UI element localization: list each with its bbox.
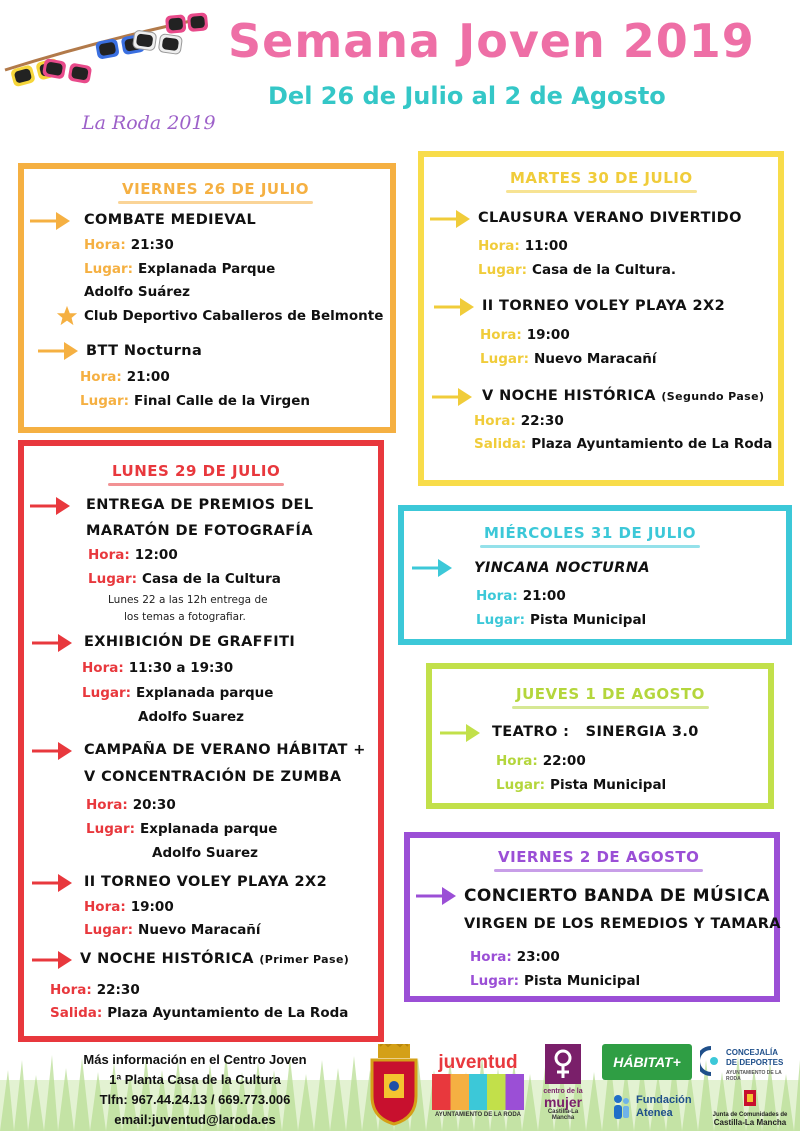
day-heading-viernes-26: VIERNES 26 DE JULIO — [116, 180, 315, 198]
event-title-line2: V CONCENTRACIÓN DE ZUMBA — [84, 769, 342, 785]
arrow-icon — [410, 557, 454, 579]
arrow-icon — [428, 208, 472, 230]
event-hora: Hora: 20:30 — [86, 797, 176, 813]
arrow-icon — [30, 872, 74, 894]
day-heading-lunes-29: LUNES 29 DE JULIO — [106, 462, 286, 480]
event-lugar: Lugar: Explanada Parque — [84, 261, 276, 277]
event-salida: Salida: Plaza Ayuntamiento de La Roda — [50, 1005, 349, 1021]
sunglasses-icon — [42, 58, 92, 84]
event-hora: Hora: 22:30 — [50, 982, 140, 998]
day-heading-martes-30: MARTES 30 DE JULIO — [504, 169, 699, 187]
event-lugar-line2: Adolfo Suarez — [138, 709, 244, 725]
event-lugar-line2: Adolfo Suárez — [84, 284, 190, 300]
arrow-icon — [30, 632, 74, 654]
mujer-symbol-icon — [545, 1044, 581, 1084]
event-lugar: Lugar: Final Calle de la Virgen — [80, 393, 310, 409]
arrow-icon — [30, 949, 74, 971]
coat-of-arms-logo — [368, 1044, 420, 1126]
event-lugar: Lugar: Nuevo Maracañí — [480, 351, 657, 367]
event-title: CAMPAÑA DE VERANO HÁBITAT + — [84, 742, 366, 758]
event-title: II TORNEO VOLEY PLAYA 2X2 — [84, 874, 328, 890]
star-icon — [56, 305, 78, 327]
event-title: COMBATE MEDIEVAL — [84, 212, 257, 228]
arrow-icon — [432, 296, 476, 318]
page-title: Semana Joven 2019 — [228, 14, 755, 68]
event-title: CLAUSURA VERANO DIVERTIDO — [478, 210, 742, 226]
event-hora: Hora: 11:00 — [478, 238, 568, 254]
arrow-icon — [36, 340, 80, 362]
event-lugar-line2: Adolfo Suarez — [152, 845, 258, 861]
habitat-logo: HÁBITAT+ — [602, 1044, 692, 1080]
event-lugar: Lugar: Casa de la Cultura. — [478, 262, 676, 278]
deportes-symbol-icon — [700, 1046, 722, 1076]
arrow-icon — [438, 722, 482, 744]
event-hora: Hora: 21:00 — [476, 588, 566, 604]
contact-info — [30, 1050, 360, 1130]
info-line: 1ª Planta Casa de la Cultura — [109, 1072, 281, 1087]
event-note: Lunes 22 a las 12h entrega de — [108, 594, 268, 606]
day-heading-miercoles-31: MIÉRCOLES 31 DE JULIO — [478, 524, 702, 542]
event-hora: Hora: 11:30 a 19:30 — [82, 660, 234, 676]
concejalia-deportes-logo: CONCEJALÍA DE DEPORTES AYUNTAMIENTO DE LA RODA — [700, 1042, 796, 1082]
people-icon — [612, 1094, 632, 1120]
day-heading-viernes-2: VIERNES 2 DE AGOSTO — [492, 848, 705, 866]
event-lugar: Lugar: Casa de la Cultura — [88, 571, 281, 587]
page-subtitle: Del 26 de Julio al 2 de Agosto — [268, 82, 666, 110]
info-line: Más información en el Centro Joven — [83, 1052, 307, 1067]
tagline: La Roda 2019 — [82, 112, 216, 134]
event-title: CONCIERTO BANDA DE MÚSICA — [464, 886, 770, 906]
info-email: email:juventud@laroda.es — [114, 1112, 276, 1127]
event-hora: Hora: 21:30 — [84, 237, 174, 253]
jccm-logo: Junta de Comunidades de Castilla-La Mancha — [710, 1088, 790, 1128]
event-hora: Hora: 12:00 — [88, 547, 178, 563]
arrow-icon — [28, 495, 72, 517]
event-hora: Hora: 21:00 — [80, 369, 170, 385]
event-lugar: Lugar: Explanada parque — [86, 821, 278, 837]
event-lugar: Lugar: Nuevo Maracañí — [84, 922, 261, 938]
event-title: II TORNEO VOLEY PLAYA 2X2 — [482, 298, 726, 314]
event-note: los temas a fotografiar. — [124, 611, 246, 623]
event-hora: Hora: 23:00 — [470, 949, 560, 965]
info-line: Tlfn: 967.44.24.13 / 669.773.006 — [99, 1092, 291, 1107]
event-hora: Hora: 19:00 — [84, 899, 174, 915]
event-lugar: Lugar: Explanada parque — [82, 685, 274, 701]
event-hora: Hora: 22:00 — [496, 753, 586, 769]
event-title: TEATRO : SINERGIA 3.0 — [492, 724, 699, 740]
event-title: EXHIBICIÓN DE GRAFFITI — [84, 634, 296, 650]
event-title: ENTREGA DE PREMIOS DEL — [86, 497, 314, 513]
centro-mujer-logo: centro de la mujer Castilla-La Mancha — [538, 1044, 588, 1126]
day-heading-jueves-1: JUEVES 1 DE AGOSTO — [510, 685, 711, 703]
event-club: Club Deportivo Caballeros de Belmonte — [84, 308, 384, 324]
event-title: BTT Nocturna — [86, 343, 203, 359]
juventud-logo: juventud AYUNTAMIENTO DE LA RODA — [432, 1052, 524, 1122]
event-lugar: Lugar: Pista Municipal — [476, 612, 647, 628]
event-title: YINCANA NOCTURNA — [474, 560, 650, 576]
event-title-line2: MARATÓN DE FOTOGRAFÍA — [86, 523, 313, 539]
arrow-icon — [414, 885, 458, 907]
event-hora: Hora: 22:30 — [474, 413, 564, 429]
event-title-line2: VIRGEN DE LOS REMEDIOS Y TAMARA — [464, 916, 781, 932]
event-title: V NOCHE HISTÓRICA (Segundo Pase) — [482, 388, 765, 404]
fundacion-atenea-logo: Fundación Atenea — [612, 1092, 702, 1124]
arrow-icon — [430, 386, 474, 408]
event-hora: Hora: 19:00 — [480, 327, 570, 343]
event-lugar: Lugar: Pista Municipal — [470, 973, 641, 989]
arrow-icon — [30, 740, 74, 762]
event-title: V NOCHE HISTÓRICA (Primer Pase) — [80, 951, 350, 967]
arrow-icon — [28, 210, 72, 232]
event-salida: Salida: Plaza Ayuntamiento de La Roda — [474, 436, 773, 452]
event-lugar: Lugar: Pista Municipal — [496, 777, 667, 793]
jccm-emblem-icon — [742, 1088, 758, 1108]
